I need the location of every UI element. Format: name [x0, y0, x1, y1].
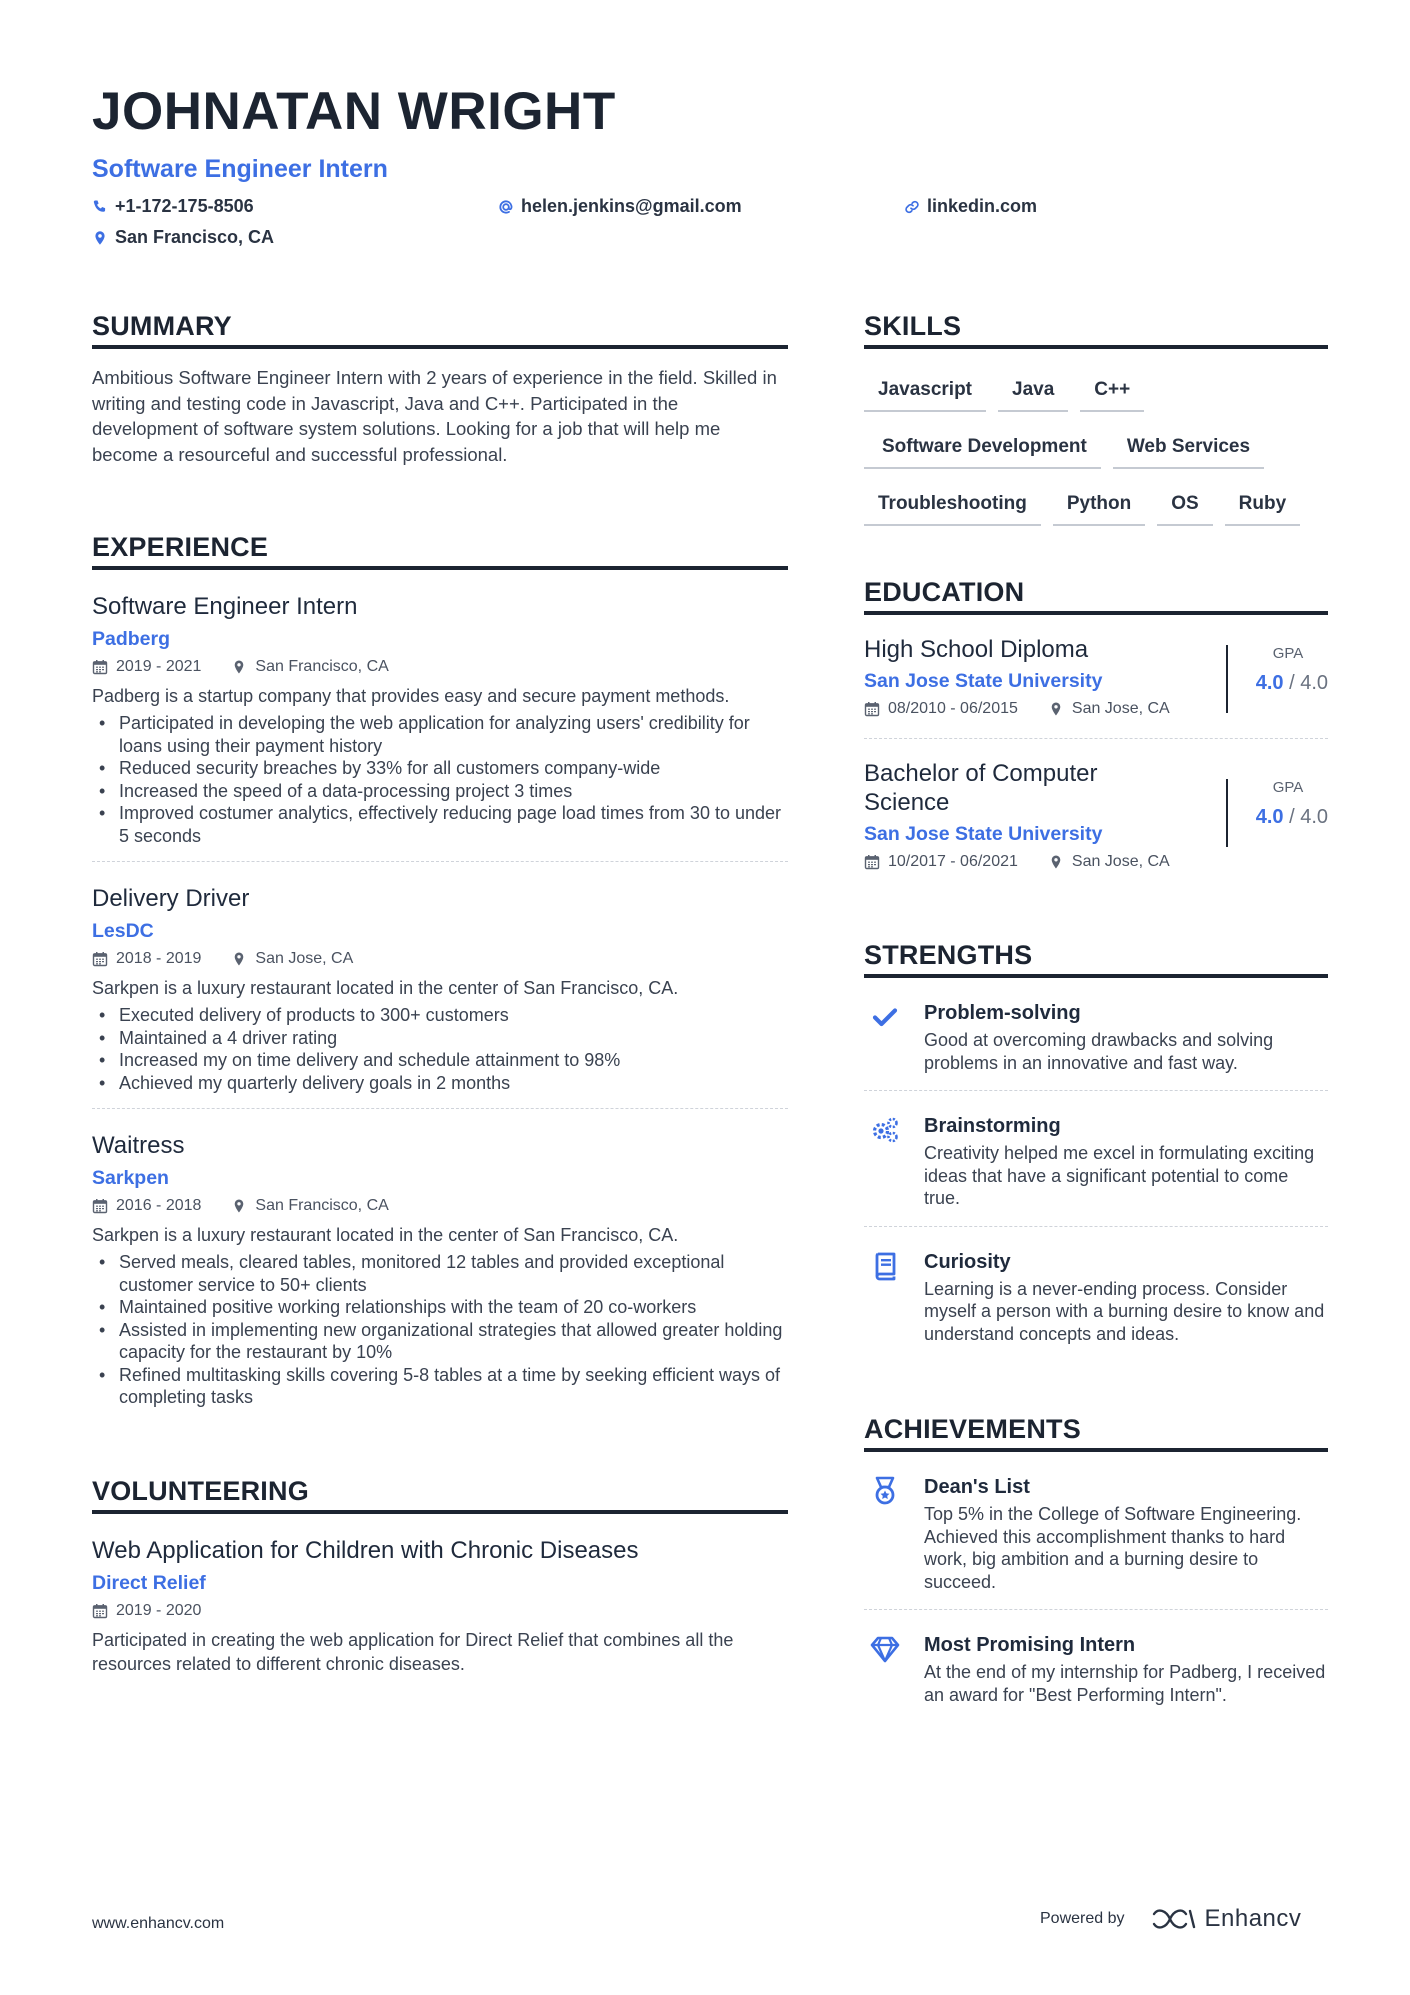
calendar-icon	[92, 1603, 108, 1619]
contact-location	[92, 227, 274, 248]
list-item: • Executed delivery of products to 300+ customers	[92, 1004, 788, 1027]
list-item: • Participated in developing the web application for analyzing users' credibility for loans using their payment history	[92, 712, 788, 757]
skill-tag: Ruby	[1225, 485, 1301, 526]
job-title: Delivery Driver	[92, 885, 250, 912]
email-text: helen.jenkins@gmail.com	[521, 196, 742, 216]
skill-tag: C++	[1080, 371, 1144, 412]
dates-text: 2019 - 2021	[116, 658, 202, 675]
candidate-name: JOHNATAN WRIGHT	[92, 82, 616, 141]
skill-tag: Troubleshooting	[864, 485, 1041, 526]
list-item: • Reduced security breaches by 33% for all customers company-wide	[92, 757, 788, 780]
resume-header	[92, 80, 1332, 258]
job-location	[231, 1195, 388, 1217]
strength-title: Curiosity	[924, 1250, 1011, 1273]
company-name: LesDC	[92, 920, 154, 942]
achievement-list	[92, 1251, 788, 1409]
list-item: • Increased the speed of a data-processing project 3 times	[92, 780, 788, 803]
phone-text: +1-172-175-8506	[115, 196, 254, 216]
job-location	[231, 656, 388, 678]
dates-text: 08/2010 - 06/2015	[888, 700, 1018, 717]
location-pin-icon	[1048, 701, 1064, 717]
experience-heading: EXPERIENCE	[92, 531, 788, 570]
location-text: San Jose, CA	[1071, 853, 1170, 870]
education-meta	[864, 851, 1214, 873]
job-meta	[92, 948, 788, 970]
company-name: Padberg	[92, 628, 171, 650]
link-icon	[904, 199, 920, 215]
skill-tag: Javascript	[864, 371, 986, 412]
project-dates	[92, 1600, 201, 1622]
skill-tag: Python	[1053, 485, 1145, 526]
degree-title: High School Diploma	[864, 636, 1089, 663]
strength-title: Problem-solving	[924, 1002, 1081, 1024]
skill-tag: Web Services	[1113, 428, 1264, 469]
strengths-heading: STRENGTHS	[864, 939, 1328, 978]
achievement-item	[864, 1452, 1328, 1610]
dates-text: 2019 - 2020	[116, 1601, 202, 1619]
calendar-icon	[92, 659, 108, 675]
location-pin-icon	[231, 951, 247, 967]
strength-item	[864, 1091, 1328, 1227]
experience-entry	[92, 862, 788, 1109]
contact-phone[interactable]	[92, 196, 254, 217]
brand-name: Enhancv	[1204, 1905, 1302, 1932]
gpa-box	[1226, 779, 1328, 847]
achievements-section	[864, 1413, 1328, 1722]
education-details	[864, 635, 1214, 720]
contact-linkedin[interactable]	[904, 196, 1037, 217]
education-details	[864, 759, 1214, 873]
achievements-heading: ACHIEVEMENTS	[864, 1413, 1328, 1452]
company-description: Sarkpen is a luxury restaurant located in the center of San Francisco, CA.	[92, 978, 679, 998]
education-meta	[864, 698, 1214, 720]
list-item: • Achieved my quarterly delivery goals in 2 months	[92, 1072, 788, 1095]
book-icon	[864, 1249, 924, 1346]
achievement-list	[92, 1004, 788, 1094]
organization-name: Direct Relief	[92, 1571, 206, 1594]
contact-email[interactable]	[498, 196, 742, 217]
school-name: San Jose State University	[864, 670, 1103, 692]
location-pin-icon	[1048, 854, 1064, 870]
job-title: Waitress	[92, 1132, 185, 1159]
location-text: San Jose, CA	[1071, 700, 1170, 717]
gpa-box	[1226, 645, 1328, 713]
skill-tag: Java	[998, 371, 1068, 412]
strength-description: Learning is a never-ending process. Consider myself a person with a burning desire to know and understand concepts and ideas.	[924, 1278, 1325, 1344]
job-meta	[92, 1195, 788, 1217]
skill-tag: OS	[1157, 485, 1212, 526]
checkmark-icon	[864, 1000, 924, 1074]
gpa-value	[1228, 672, 1328, 695]
gears-icon	[864, 1113, 924, 1210]
right-column	[864, 310, 1328, 1722]
footer-website[interactable]: www.enhancv.com	[92, 1915, 225, 1932]
education-dates	[864, 698, 1018, 720]
volunteering-entry	[92, 1514, 788, 1690]
achievement-list	[92, 712, 788, 847]
calendar-icon	[92, 1198, 108, 1214]
gpa-score: 4.0	[1255, 806, 1284, 828]
degree-title: Bachelor of Computer Science	[864, 760, 1098, 816]
experience-entry	[92, 1109, 788, 1423]
gpa-max: / 4.0	[1289, 806, 1328, 828]
gpa-label: GPA	[1272, 779, 1304, 796]
summary-section	[92, 310, 788, 467]
strength-item	[864, 978, 1328, 1091]
left-column	[92, 310, 788, 1690]
achievement-title: Dean's List	[924, 1476, 1030, 1498]
experience-section	[92, 531, 788, 1423]
job-dates	[92, 656, 201, 678]
volunteering-heading: VOLUNTEERING	[92, 1475, 788, 1514]
project-description: Participated in creating the web application for Direct Relief that combines all the resources related to different chronic diseases.	[92, 1629, 734, 1674]
dates-text: 2016 - 2018	[116, 1197, 202, 1214]
calendar-icon	[864, 854, 880, 870]
school-name: San Jose State University	[864, 823, 1103, 845]
location-pin-icon	[231, 659, 247, 675]
company-description: Sarkpen is a luxury restaurant located in the center of San Francisco, CA.	[92, 1225, 679, 1245]
job-title: Software Engineer Intern	[92, 593, 358, 620]
skills-heading: SKILLS	[864, 310, 1328, 349]
strengths-section	[864, 939, 1328, 1361]
at-icon	[498, 199, 514, 215]
gpa-max: / 4.0	[1289, 672, 1328, 694]
dates-text: 2018 - 2019	[116, 950, 202, 967]
project-meta	[92, 1600, 788, 1622]
list-item: • Maintained positive working relationships with the team of 20 co-workers	[92, 1296, 788, 1319]
achievement-title: Most Promising Intern	[924, 1634, 1136, 1656]
gpa-label: GPA	[1272, 645, 1304, 662]
skills-list	[864, 371, 1328, 542]
job-meta	[92, 656, 788, 678]
list-item: • Served meals, cleared tables, monitored 12 tables and provided exceptional customer service to 50+ clients	[92, 1251, 788, 1296]
volunteering-section	[92, 1475, 788, 1690]
experience-entry	[92, 570, 788, 862]
medal-icon	[864, 1474, 924, 1593]
brand-logo[interactable]	[1151, 1905, 1302, 1933]
education-heading: EDUCATION	[864, 576, 1328, 615]
strength-description: Good at overcoming drawbacks and solving problems in an innovative and fast way.	[924, 1030, 1274, 1073]
calendar-icon	[92, 951, 108, 967]
list-item: • Maintained a 4 driver rating	[92, 1027, 788, 1050]
education-entry	[864, 615, 1328, 739]
job-dates	[92, 948, 201, 970]
achievement-description: Top 5% in the College of Software Engineering. Achieved this accomplishment thanks to hard work, big ambition and a burning desire to succeed.	[924, 1504, 1302, 1592]
achievement-description: At the end of my internship for Padberg, I received an award for "Best Performing Intern".	[924, 1662, 1326, 1705]
achievement-item	[864, 1610, 1328, 1722]
dates-text: 10/2017 - 06/2021	[888, 853, 1018, 870]
strength-title: Brainstorming	[924, 1115, 1061, 1137]
location-pin-icon	[231, 1198, 247, 1214]
education-location	[1048, 851, 1170, 873]
job-dates	[92, 1195, 201, 1217]
education-dates	[864, 851, 1018, 873]
summary-heading: SUMMARY	[92, 310, 788, 349]
calendar-icon	[864, 701, 880, 717]
company-name: Sarkpen	[92, 1167, 169, 1189]
list-item: • Refined multitasking skills covering 5-8 tables at a time by seeking efficient ways of completing tasks	[92, 1364, 788, 1409]
gpa-value	[1228, 806, 1328, 829]
skill-tag: Software Development	[864, 428, 1101, 469]
candidate-role: Software Engineer Intern	[92, 155, 388, 183]
contact-info	[92, 196, 1332, 258]
education-entry	[864, 739, 1328, 891]
location-text: San Francisco, CA	[115, 227, 275, 247]
diamond-icon	[864, 1632, 924, 1706]
gpa-score: 4.0	[1255, 672, 1284, 694]
location-pin-icon	[92, 230, 108, 246]
linkedin-text: linkedin.com	[927, 196, 1038, 216]
infinity-logo-icon	[1151, 1907, 1197, 1931]
list-item: • Increased my on time delivery and schedule attainment to 98%	[92, 1049, 788, 1072]
list-item: • Improved costumer analytics, effectively reducing page load times from 30 to under 5 seconds	[92, 802, 788, 847]
location-text: San Francisco, CA	[255, 1197, 389, 1214]
location-text: San Jose, CA	[255, 950, 354, 967]
list-item: • Assisted in implementing new organizational strategies that allowed greater holding capacity for the restaurant by 10%	[92, 1319, 788, 1364]
strength-item	[864, 1227, 1328, 1362]
company-description: Padberg is a startup company that provides easy and secure payment methods.	[92, 686, 730, 706]
skills-section	[864, 310, 1328, 542]
project-title: Web Application for Children with Chronic Diseases	[92, 1536, 639, 1564]
education-section	[864, 576, 1328, 891]
job-location	[231, 948, 353, 970]
education-location	[1048, 698, 1170, 720]
phone-icon	[92, 199, 108, 215]
powered-by-text: Powered by	[1040, 1910, 1125, 1927]
strength-description: Creativity helped me excel in formulating exciting ideas that have a significant potential to come true.	[924, 1143, 1315, 1208]
location-text: San Francisco, CA	[255, 658, 389, 675]
footer-branding	[1040, 1905, 1301, 1933]
summary-text: Ambitious Software Engineer Intern with 2 years of experience in the field. Skilled in writing and testing code in Javascript, Java and C++. Participated in the development of software system solutions. Looking for a job that will help me become a resourceful and successful professional.	[92, 367, 777, 465]
